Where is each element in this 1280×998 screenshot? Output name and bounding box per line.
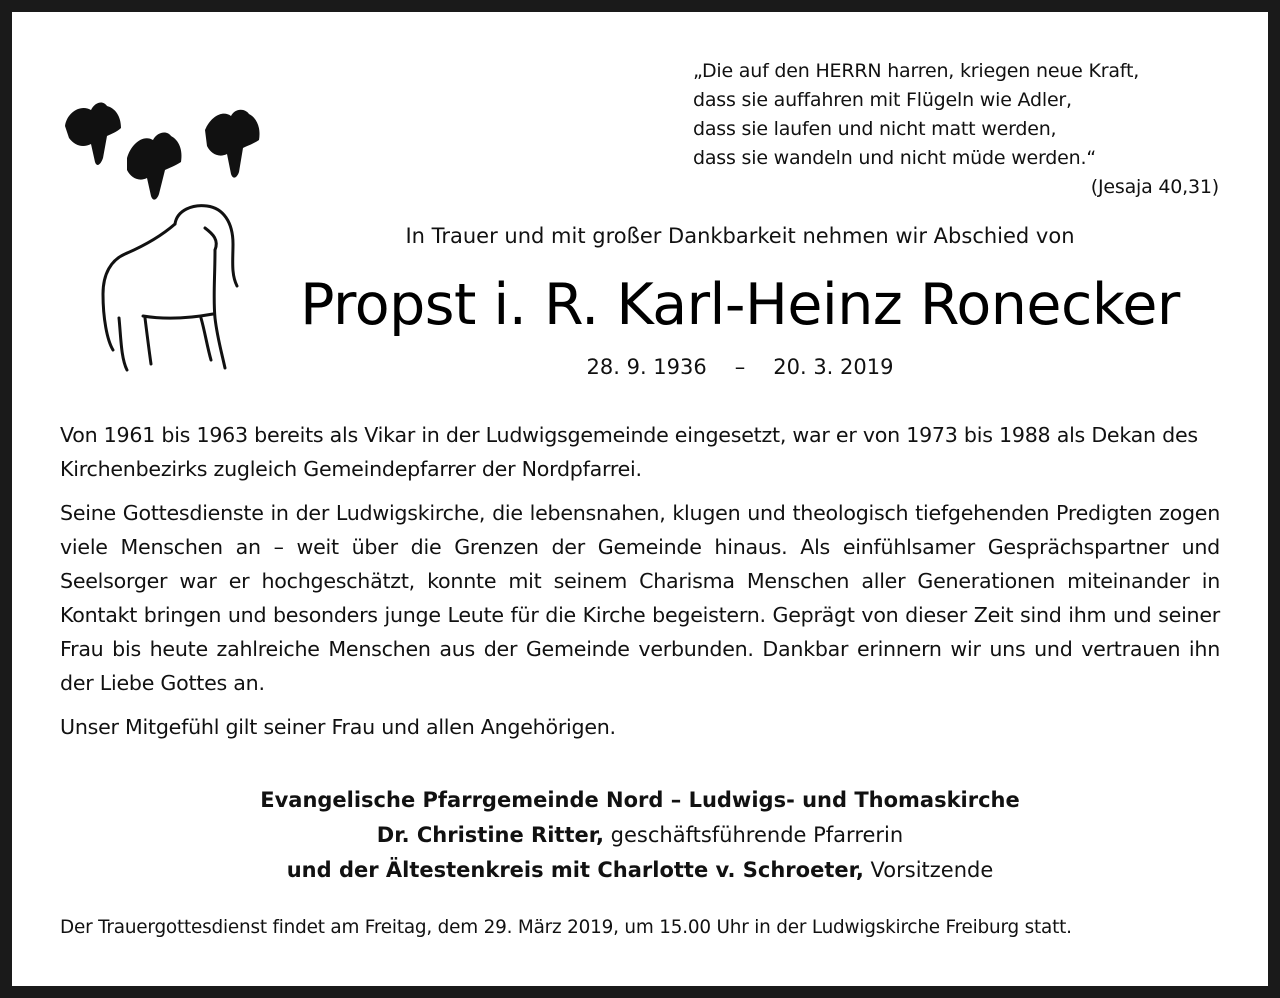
- body-paragraph-condolence: Unser Mitgefühl gilt seiner Frau und allen Angehörigen.: [60, 715, 616, 739]
- quote-line: dass sie wandeln und nicht müde werden.“: [693, 147, 1096, 169]
- lamb-group: [103, 206, 237, 370]
- lamb-leg-inner-2: [201, 318, 211, 360]
- date-separator: –: [734, 355, 746, 379]
- dove-middle: [127, 133, 182, 200]
- pastor-line: [150, 818, 1130, 853]
- pastor-role: geschäftsführende Pfarrerin: [610, 823, 904, 847]
- life-dates: [300, 355, 1180, 379]
- dove-left: [65, 103, 121, 165]
- council-name: und der Ältestenkreis mit Charlotte v. Schroeter,: [286, 858, 864, 882]
- lamb-ear: [205, 228, 216, 250]
- signatories: [150, 783, 1130, 888]
- bible-quote: [693, 57, 1223, 202]
- lamb-head: [175, 206, 237, 286]
- lamb-body: [103, 224, 175, 350]
- body-paragraph-tribute: Seine Gottesdienste in der Ludwigskirche, die lebensnahen, klugen und theologisch tiefgehenden Predigten zogen viele Menschen an – weit über die Grenzen der Gemeinde hinaus. Als einfühlsamer Gesprächspartner und Seelsorger war er hochgeschätzt, konnte mit seinem Charisma Menschen aller Generationen miteinander in Kontakt bringen und besonders junge Leute für die Kirche begeistern. Geprägt von dieser Zeit sind ihm und seiner Frau bis heute zahlreiche Menschen aus der Gemeinde verbunden. Dankbar erinnern wir uns und vertrauen ihn der Liebe Gottes an.: [60, 501, 1220, 695]
- quote-reference: (Jesaja 40,31): [1090, 176, 1219, 198]
- lamb-front-leg: [214, 250, 225, 368]
- pastor-name: Dr. Christine Ritter,: [376, 823, 604, 847]
- death-date: 20. 3. 2019: [773, 355, 894, 379]
- lamb-back-leg: [119, 318, 127, 370]
- obituary-body: [60, 418, 1220, 754]
- council-line: [150, 853, 1130, 888]
- lamb-leg-inner: [145, 318, 151, 364]
- dove-right: [205, 110, 260, 178]
- deceased-name: Propst i. R. Karl-Heinz Ronecker: [300, 272, 1180, 338]
- lamb-belly: [143, 314, 213, 318]
- council-role: Vorsitzende: [870, 858, 994, 882]
- service-notice: Der Trauergottesdienst findet am Freitag, dem 29. März 2019, um 15.00 Uhr in der Ludwigskirche Freiburg statt.: [60, 917, 1072, 938]
- intro-text: In Trauer und mit großer Dankbarkeit nehmen wir Abschied von: [405, 224, 1075, 248]
- doves-and-lamb-icon: [55, 88, 275, 388]
- birth-date: 28. 9. 1936: [586, 355, 707, 379]
- parish-name: Evangelische Pfarrgemeinde Nord – Ludwigs- und Thomaskirche: [260, 788, 1020, 812]
- body-paragraph-career: Von 1961 bis 1963 bereits als Vikar in der Ludwigsgemeinde eingesetzt, war er von 1973 bis 1988 als Dekan des Kirchenbezirks zugleich Gemeindepfarrer der Nordpfarrei.: [60, 423, 1198, 481]
- doves-group: [65, 103, 260, 200]
- quote-line: „Die auf den HERRN harren, kriegen neue Kraft,: [693, 60, 1140, 82]
- quote-line: dass sie laufen und nicht matt werden,: [693, 118, 1057, 140]
- quote-line: dass sie auffahren mit Flügeln wie Adler,: [693, 89, 1072, 111]
